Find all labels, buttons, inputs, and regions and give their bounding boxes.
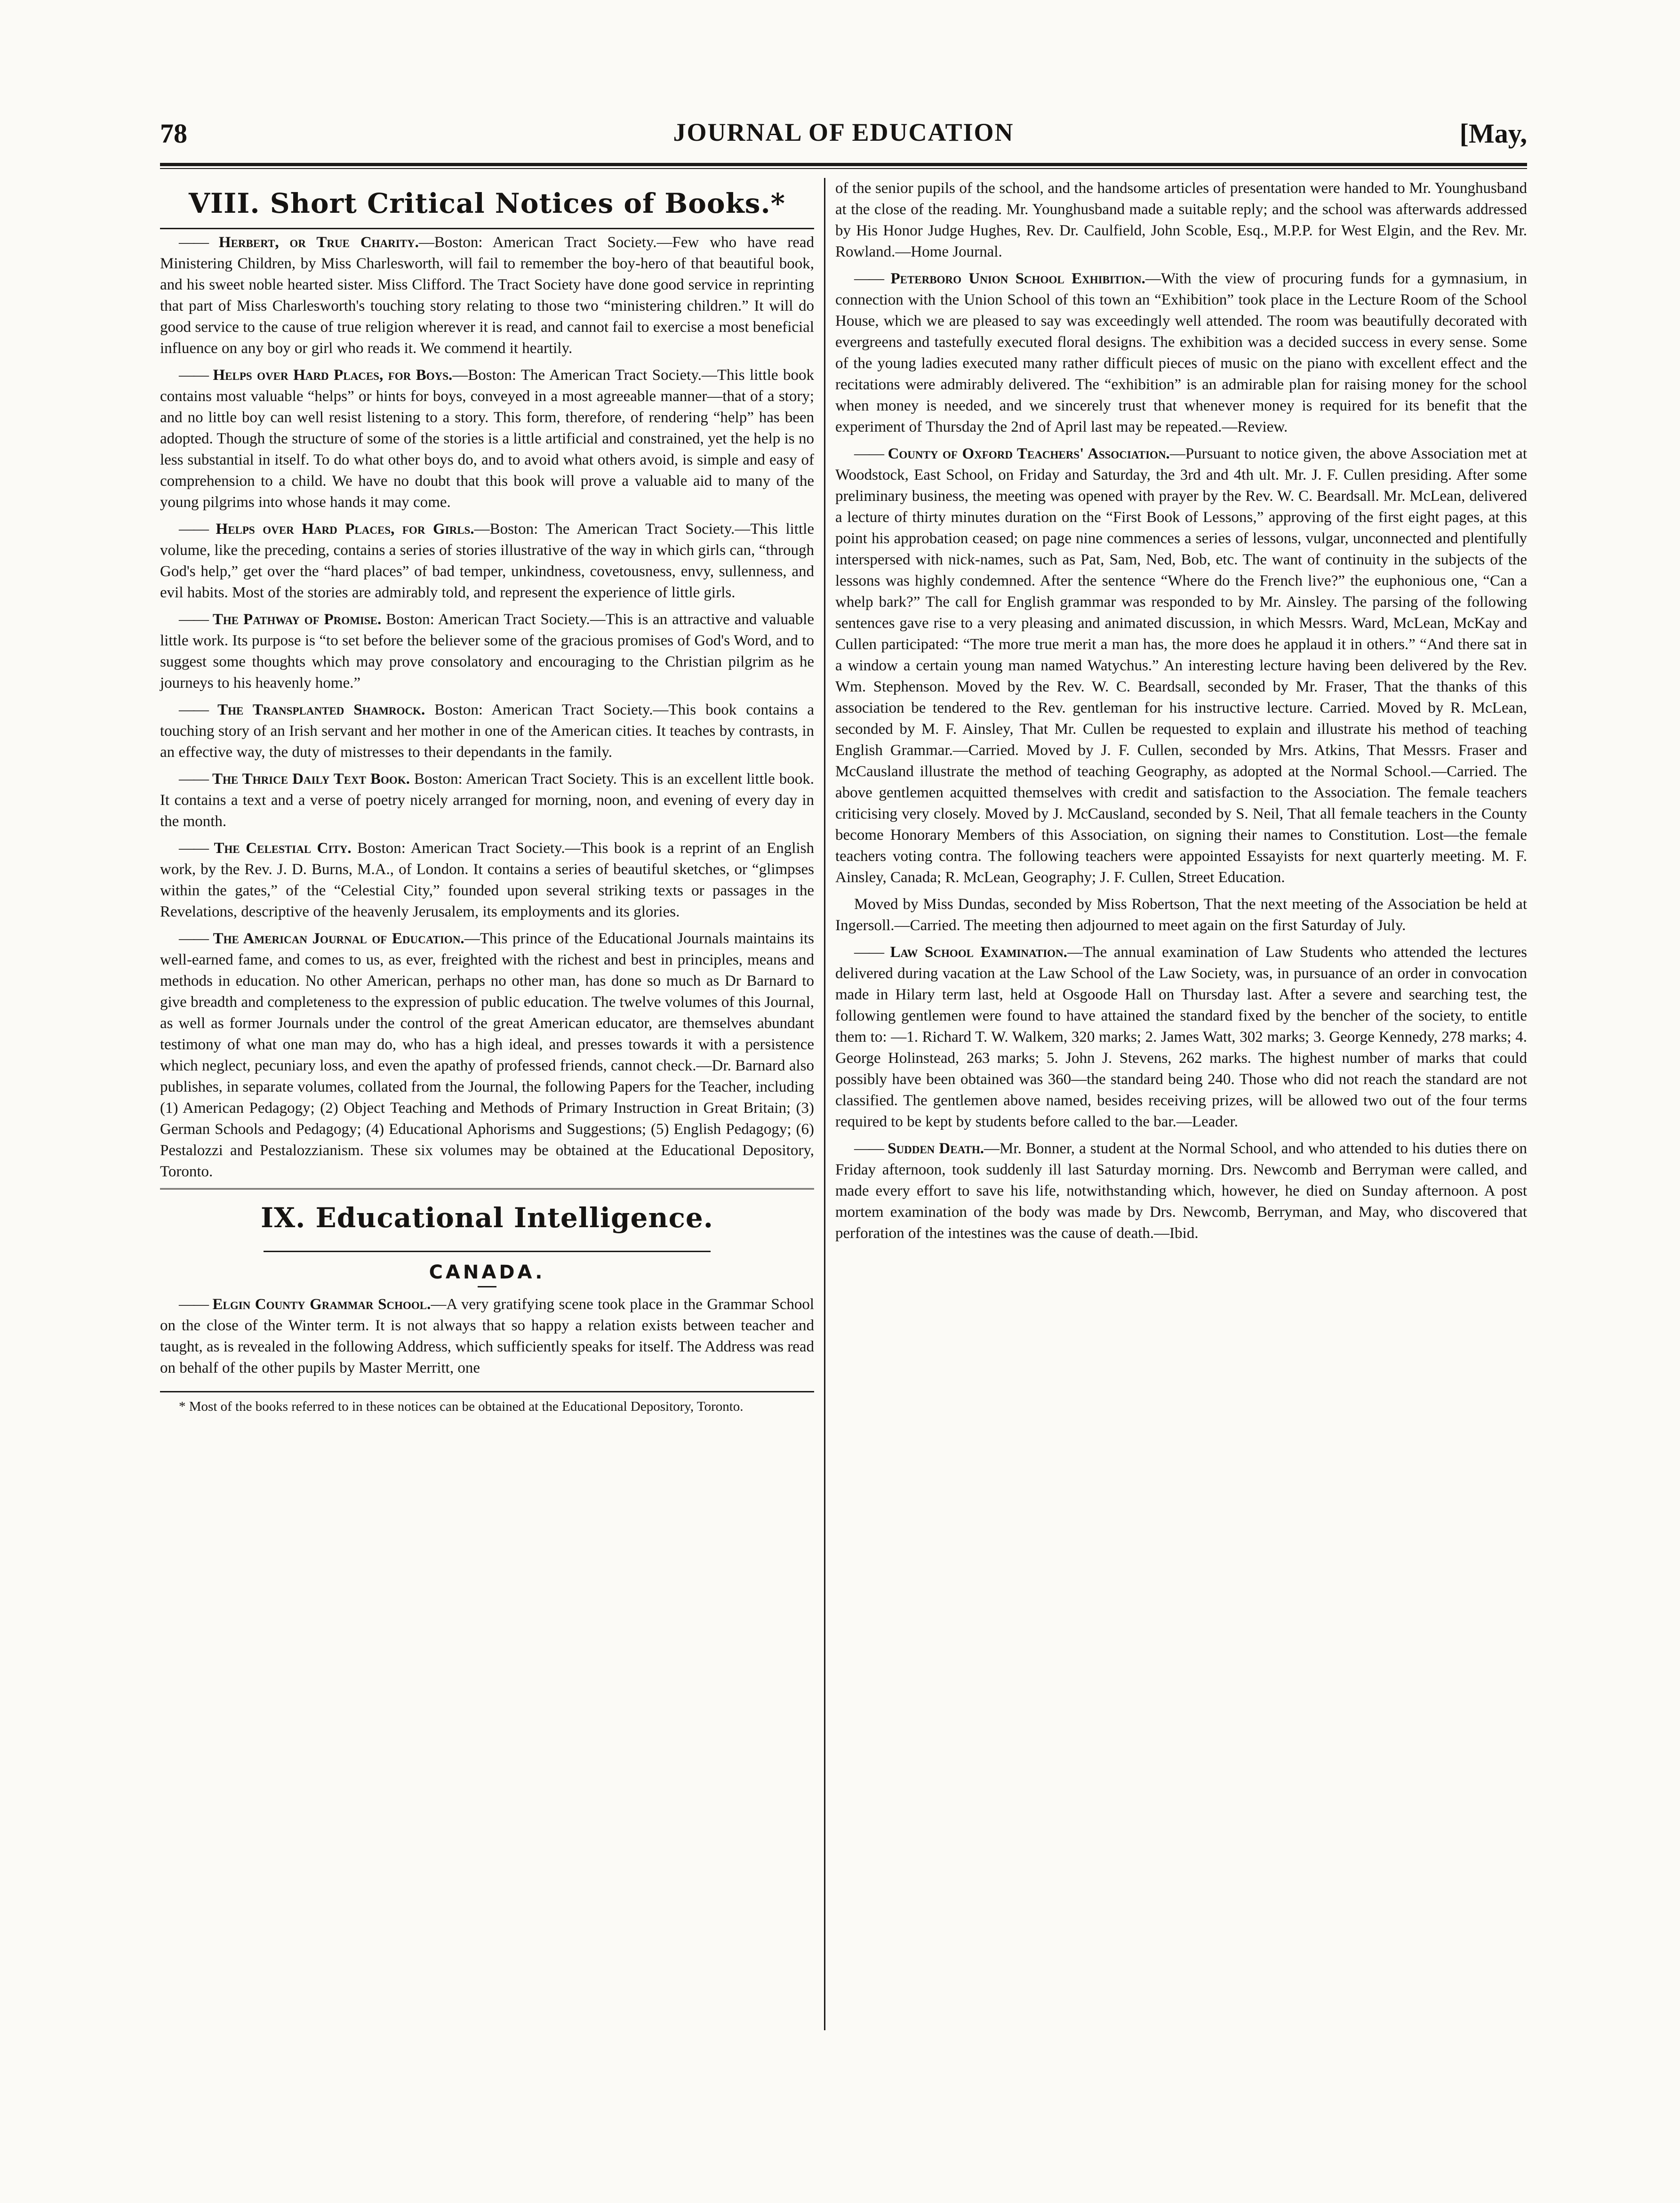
- notice-item: —— Helps over Hard Places, for Girls.—Boston: The American Tract Society.—This little volume, like the preceding, contains a series of stories illustrative of the way in which girls can, “through God's help,” get over the “hard places” of bad temper, unkindness, covetousness, envy, sullenness, and evil habits. Most of the stories are admirably told, and represent the experience of little girls.: [160, 521, 814, 601]
- left-column: [160, 178, 814, 1416]
- subhead-rule: [478, 1286, 496, 1287]
- intelligence-item: —— Elgin County Grammar School.—A very gratifying scene took place in the Grammar School on the close of the Winter term. It is not always that so happy a relation exists between teacher and taught, as is revealed in the following Address, which sufficiently speaks for itself. The Address was read on behalf of the other pupils by Master Merritt, one: [160, 1296, 815, 1376]
- section-viii-heading: VIII. Short Critical Notices of Books.*: [189, 187, 785, 219]
- intelligence-item: —— Law School Examination.—The annual examination of Law Students who attended the lectures delivered during vacation at the Law School of the Law Society, was, in pursuance of an order in convocation made in Hilary term last, held at Osgoode Hall on Thursday last. After a severe and searching test, the following gentlemen were found to have attained the standard fixed by the bencher of the society, to entitle them to: —1. Richard T. W. Walkem, 320 marks; 2. James Watt, 302 marks; 3. George Kennedy, 278 marks; 4. George Holinstead, 263 marks; 5. John J. Stevens, 262 marks. The highest number of marks that could possibly have been obtained was 360—the standard being 240. Those who did not reach the standard are not classified. The gentlemen above named, besides receiving prizes, will be allowed two out of the four terms required to be kept by students before called to the bar.—Leader.: [835, 944, 1527, 1130]
- footnote: * Most of the books referred to in these notices can be obtained at the Educational Depository, Toronto.: [179, 1399, 744, 1414]
- intelligence-body: —Pursuant to notice given, the above Association met at Woodstock, East School, on Friday and Saturday, the 3rd and 4th ult. Mr. J. F. Cullen presiding. After some preliminary business, the meeting was opened with prayer by the Rev. W. C. Beardsall. Mr. McLean, delivered a lecture of thirty minutes duration on the “First Book of Lessons,” approving of the first eight pages, at this point his approbation ceased; on page nine commences a series of lessons, vulgar, unconnected and plentifully interspersed with nick-names, such as Pat, Sam, Ned, Bob, etc. The want of continuity in the subjects of the lessons was highly condemned. After the sentence “Where do the French live?” the euphonious one, “Can a whelp bark?” The call for English grammar was responded to by Mr. Ainsley. The parsing of the following sentences gave rise to a very pleasing and animated discussion, in which Messrs. Ward, McLean, McKay and Cullen participated: “The more true merit a man has, the more does he applaud it in others.” “And there sat in a window a certain young man named Watychus.” An interesting lecture having been delivered by the Rev. Wm. Stephenson. Moved by the Rev. W. C. Beardsall, seconded by Mr. Fraser, That the thanks of this association be tendered to the Rev. gentleman for his instructive lecture. Carried. Moved by R. McLean, seconded by M. F. Ainsley, That Mr. Cullen be requested to explain and illustrate his method of teaching English Grammar.—Carried. Moved by J. F. Cullen, seconded by Mrs. Atkins, That Messrs. Fraser and McCausland illustrate the method of teaching Geography, as adopted at the Normal School.—Carried. The above gentlemen acquitted themselves with credit and satisfaction to the Association. The female teachers criticising very closely. Moved by J. McCausland, seconded by S. Neil, That all female teachers in the County become Honorary Members of this Association, on signing their names to Constitution. Lost—the female teachers voting contra. The following teachers were appointed Essayists for next quarterly meeting. M. F. Ainsley, Canada; R. McLean, Geography; J. F. Cullen, Street Education.: [835, 445, 1527, 886]
- notice-title: The American Journal of Education.: [213, 930, 464, 947]
- notice-item: —— The Pathway of Promise. Boston: American Tract Society.—This is an attractive and valuable little work. Its purpose is “to set before the believer some of the gracious promises of God's Word, and to suggest some thoughts which may prove consolatory and encouraging to the Christian pilgrim as he journeys to his heavenly home.”: [160, 611, 815, 691]
- notice-item: —— The American Journal of Education.—This prince of the Educational Journals maintains its well-earned fame, and comes to us, as ever, freighted with the richest and best in principles, means and methods in education. No other American, perhaps no other man, has done so much as Dr Barnard to give breadth and completeness to the expression of public education. The twelve volumes of this Journal, as well as former Journals under the control of the great American educator, are themselves abundant testimony of what one man may do, who has a high ideal, and presses towards it with a persistence which neglect, pecuniary loss, and even the apathy of professed friends, cannot check.—Dr. Barnard also publishes, in separate volumes, collated from the Journal, the following Papers for the Teacher, including (1) American Pedagogy; (2) Object Teaching and Methods of Primary Instruction in Great Britain; (3) German Schools and Pedagogy; (4) Educational Aphorisms and Suggestions; (5) English Pedagogy; (6) Pestalozzi and Pestalozzianism. These six volumes may be obtained at the Educational Depository, Toronto.: [160, 930, 815, 1180]
- notice-item: —— The Thrice Daily Text Book. Boston: American Tract Society. This is an excellent little book. It contains a text and a verse of poetry nicely arranged for morning, noon, and evening of every day in the month.: [160, 771, 814, 830]
- section-ix-ornament-rule: [264, 1242, 711, 1252]
- notice-title: The Celestial City.: [214, 840, 352, 857]
- notices-list: [160, 232, 814, 1182]
- intelligence-body: —A very gratifying scene took place in the Grammar School on the close of the Winter term. It is not always that so happy a relation exists between teacher and taught, as is revealed in the following Address, which sufficiently speaks for itself. The Address was read on behalf of the other pupils by Master Merritt, one: [160, 1296, 815, 1376]
- notice-body: Boston: American Tract Society.—This book is a reprint of an English work, by the Rev. J. D. Burns, M.A., of London. It contains a series of beautiful sketches, or “glimpses within the gates,” of the “Celestial City,” founded upon several striking texts or passages in the Revelations, descriptive of the heavenly Jerusalem, its employments and its glories.: [160, 840, 814, 920]
- notice-title: Herbert, or True Charity.: [218, 234, 419, 251]
- intelligence-body: Moved by Miss Dundas, seconded by Miss Robertson, That the next meeting of the Association be held at Ingersoll.—Carried. The meeting then adjourned to meet again on the first Saturday of July.: [835, 896, 1527, 934]
- notice-body: Boston: American Tract Society. This is an excellent little book. It contains a text and a verse of poetry nicely arranged for morning, noon, and evening of every day in the month.: [160, 771, 814, 830]
- intelligence-item: [835, 894, 1527, 936]
- intelligence-item: [835, 178, 1527, 263]
- right-column: [835, 178, 1527, 1250]
- notice-body: Boston: American Tract Society.—This is an attractive and valuable little work. Its purpose is “to set before the believer some of the gracious promises of God's Word, and to suggest some thoughts which may prove consolatory and encouraging to the Christian pilgrim as he journeys to his heavenly home.”: [160, 611, 815, 691]
- intelligence-title: Peterboro Union School Exhibition.: [890, 270, 1145, 287]
- section-viii-rule: [160, 228, 814, 229]
- notice-title: The Thrice Daily Text Book.: [212, 771, 410, 788]
- intelligence-title: Elgin County Grammar School.: [212, 1296, 431, 1313]
- notice-item: —— Helps over Hard Places, for Boys.—Boston: The American Tract Society.—This little book contains most valuable “helps” or hints for boys, conveyed in a most agreeable manner—that of a story; and no little boy can well resist listening to a story. This form, therefore, of rendering “help” has been adopted. Though the structure of some of the stories is a little artificial and constrained, yet the help is no less substantial in itself. To do what other boys do, and to avoid what others avoid, is simple and easy of comprehension to a child. We have no doubt that this book will prove a valuable aid to many of the young pilgrims into whose hands it may come.: [160, 367, 815, 511]
- page-number: 78: [160, 118, 187, 149]
- intelligence-body: —The annual examination of Law Students who attended the lectures delivered during vacation at the Law School of the Law Society, was, in pursuance of an order in convocation made in Hilary term last, held at Osgoode Hall on Thursday last. After a severe and searching test, the following gentlemen were found to have attained the standard fixed by the bencher of the society, to entitle them to: —1. Richard T. W. Walkem, 320 marks; 2. James Watt, 302 marks; 3. George Kennedy, 278 marks; 4. George Holinstead, 263 marks; 5. John J. Stevens, 262 marks. The highest number of marks that could possibly have been obtained was 360—the standard being 240. Those who did not reach the standard are not classified. The gentlemen above named, besides receiving prizes, will be allowed two out of the four terms required to be kept by students before called to the bar.—Leader.: [835, 944, 1527, 1130]
- intelligence-body: of the senior pupils of the school, and the handsome articles of presentation were handed to Mr. Younghusband at the close of the reading. Mr. Younghusband made a suitable reply; and the school was afterwards addressed by His Honor Judge Hughes, Rev. Dr. Caulfield, John Scoble, Esq., M.P.P. for West Elgin, and the Rev. Mr. Rowland.—Home Journal.: [835, 180, 1527, 260]
- notice-title: The Pathway of Promise.: [212, 611, 382, 628]
- notice-body: Boston: American Tract Society.—This book contains a touching story of an Irish servant and her mother in one of the American cities. It teaches by contrasts, in an effective way, the duty of mistresses to their dependants in the family.: [160, 701, 815, 761]
- intelligence-title: County of Oxford Teachers' Association.: [888, 445, 1170, 462]
- footnote-rule: [160, 1391, 814, 1392]
- running-title: JOURNAL OF EDUCATION: [673, 118, 1014, 146]
- header-rule: [160, 163, 1527, 169]
- intelligence-title: Sudden Death.: [888, 1140, 984, 1157]
- intelligence-item: —— County of Oxford Teachers' Association.—Pursuant to notice given, the above Association met at Woodstock, East School, on Friday and Saturday, the 3rd and 4th ult. Mr. J. F. Cullen presiding. After some preliminary business, the meeting was opened with prayer by the Rev. W. C. Beardsall. Mr. McLean, delivered a lecture of thirty minutes duration on the “First Book of Lessons,” approving of the first eight pages, at this point his approbation ceased; on page nine commences a series of lessons, vulgar, unconnected and plentifully interspersed with nick-names, such as Pat, Sam, Ned, Bob, etc. The want of continuity in the subjects of the lessons was highly condemned. After the sentence “Where do the French live?” the euphonious one, “Can a whelp bark?” The call for English grammar was responded to by Mr. Ainsley. The parsing of the following sentences gave rise to a very pleasing and animated discussion, in which Messrs. Ward, McLean, McKay and Cullen participated: “The more true merit a man has, the more does he applaud it in others.” “And there sat in a window a certain young man named Watychus.” An interesting lecture having been delivered by the Rev. Wm. Stephenson. Moved by the Rev. W. C. Beardsall, seconded by Mr. Fraser, That the thanks of this association be tendered to the Rev. gentleman for his instructive lecture. Carried. Moved by R. McLean, seconded by M. F. Ainsley, That Mr. Cullen be requested to explain and illustrate his method of teaching English Grammar.—Carried. Moved by J. F. Cullen, seconded by Mrs. Atkins, That Messrs. Fraser and McCausland illustrate the method of teaching Geography, as adopted at the Normal School.—Carried. The above gentlemen acquitted themselves with credit and satisfaction to the Association. The female teachers criticising very closely. Moved by J. McCausland, seconded by S. Neil, That all female teachers in the County become Honorary Members of this Association, on signing their names to Constitution. Lost—the female teachers voting contra. The following teachers were appointed Essayists for next quarterly meeting. M. F. Ainsley, Canada; R. McLean, Geography; J. F. Cullen, Street Education.: [835, 445, 1527, 886]
- notice-body: —This prince of the Educational Journals maintains its well-earned fame, and comes to us, as ever, freighted with the richest and best in principles, means and methods in education. No other American, perhaps no other man, has done so much as Dr Barnard to give breadth and completeness to the expression of public education. The twelve volumes of this Journal, as well as former Journals under the control of the great American educator, are themselves abundant testimony of what one man may do, who has a high ideal, and presses towards it with a persistence which neglect, pecuniary loss, and even the apathy of professed friends, cannot check.—Dr. Barnard also publishes, in separate volumes, collated from the Journal, the following Papers for the Teacher, including (1) American Pedagogy; (2) Object Teaching and Methods of Primary Instruction in Great Britain; (3) German Schools and Pedagogy; (4) Educational Aphorisms and Suggestions; (5) English Pedagogy; (6) Pestalozzi and Pestalozzianism. These six volumes may be obtained at the Educational Depository, Toronto.: [160, 930, 815, 1180]
- canada-subheading: CANADA.: [429, 1262, 545, 1283]
- intelligence-item: —— Sudden Death.—Mr. Bonner, a student at the Normal School, and who attended to his duties there on Friday afternoon, took suddenly ill last Saturday morning. Drs. Newcomb and Berryman were called, and made every effort to save his life, notwithstanding which, however, he died on Sunday afternoon. A post mortem examination of the body was made by Drs. Newcomb, Berryman, and May, who discovered that perforation of the intestines was the cause of death.—Ibid.: [835, 1140, 1528, 1242]
- notice-title: Helps over Hard Places, for Boys.: [213, 367, 453, 384]
- notice-item: —— Herbert, or True Charity.—Boston: American Tract Society.—Few who have read Ministering Children, by Miss Charlesworth, will fail to remember the boy-hero of that beautiful book, and his sweet noble hearted sister. Miss Clifford. The Tract Society have done good service in reprinting that part of Miss Charlesworth's touching story relating to those two “ministering children.” It will do good service to the cause of true religion wherever it is read, and cannot fail to exercise a most beneficial influence on any boy or girl who reads it. We commend it heartily.: [160, 234, 815, 357]
- notice-title: Helps over Hard Places, for Girls.: [216, 521, 474, 538]
- notice-body: —Boston: American Tract Society.—Few who have read Ministering Children, by Miss Charlesworth, will fail to remember the boy-hero of that beautiful book, and his sweet noble hearted sister. Miss Clifford. The Tract Society have done good service in reprinting that part of Miss Charlesworth's touching story relating to those two “ministering children.” It will do good service to the cause of true religion wherever it is read, and cannot fail to exercise a most beneficial influence on any boy or girl who reads it. We commend it heartily.: [160, 234, 815, 357]
- page-header: [160, 118, 1527, 151]
- notice-title: The Transplanted Shamrock.: [217, 701, 425, 718]
- intelligence-body: —With the view of procuring funds for a gymnasium, in connection with the Union School of this town an “Exhibition” took place in the Lecture Room of the School House, which we are pleased to say was exceedingly well attended. The room was beautifully decorated with evergreens and tastefully executed floral designs. The exhibition was a decided success in every sense. Some of the young ladies executed many rather difficult pieces of music on the piano with excellent effect and the recitations were admirably delivered. The “exhibition” is an admirable plan for raising money for the school when money is needed, and we sincerely trust that whenever money is required for its benefit that the experiment of Thursday the 2nd of April last may be repeated.—Review.: [835, 270, 1528, 435]
- notice-body: —Boston: The American Tract Society.—This little book contains most valuable “helps” or hints for boys, conveyed in a most agreeable manner—that of a story; and no little boy can well resist listening to a story. This form, therefore, of rendering “help” has been adopted. Though the structure of some of the stories is a little artificial and constrained, yet the help is no less substantial in itself. To do what other boys do, and to avoid what others avoid, is simple and easy of comprehension to a child. We have no doubt that this book will prove a valuable aid to many of the young pilgrims into whose hands it may come.: [160, 367, 815, 511]
- intelligence-item: —— Peterboro Union School Exhibition.—With the view of procuring funds for a gymnasium, in connection with the Union School of this town an “Exhibition” took place in the Lecture Room of the School House, which we are pleased to say was exceedingly well attended. The room was beautifully decorated with evergreens and tastefully executed floral designs. The exhibition was a decided success in every sense. Some of the young ladies executed many rather difficult pieces of music on the piano with excellent effect and the recitations were admirably delivered. The “exhibition” is an admirable plan for raising money for the school when money is needed, and we sincerely trust that whenever money is required for its benefit that the experiment of Thursday the 2nd of April last may be repeated.—Review.: [835, 270, 1528, 435]
- column-divider: [824, 178, 825, 2030]
- intelligence-title: Law School Examination.: [890, 944, 1067, 961]
- intelligence-body: —Mr. Bonner, a student at the Normal School, and who attended to his duties there on Friday afternoon, took suddenly ill last Saturday morning. Drs. Newcomb and Berryman were called, and made every effort to save his life, notwithstanding which, however, he died on Sunday afternoon. A post mortem examination of the body was made by Drs. Newcomb, Berryman, and May, who discovered that perforation of the intestines was the cause of death.—Ibid.: [835, 1140, 1528, 1242]
- section-ix-heading: IX. Educational Intelligence.: [261, 1202, 713, 1234]
- notice-item: —— The Transplanted Shamrock. Boston: American Tract Society.—This book contains a touching story of an Irish servant and her mother in one of the American cities. It teaches by contrasts, in an effective way, the duty of mistresses to their dependants in the family.: [160, 701, 815, 761]
- section-ix-top-rule: [160, 1188, 814, 1192]
- notice-item: —— The Celestial City. Boston: American Tract Society.—This book is a reprint of an English work, by the Rev. J. D. Burns, M.A., of London. It contains a series of beautiful sketches, or “glimpses within the gates,” of the “Celestial City,” founded upon several striking texts or passages in the Revelations, descriptive of the heavenly Jerusalem, its employments and its glories.: [160, 840, 814, 920]
- notice-body: —Boston: The American Tract Society.—This little volume, like the preceding, contains a series of stories illustrative of the way in which girls can, “through God's help,” get over the “hard places” of bad temper, unkindness, covetousness, envy, sullenness, and evil habits. Most of the stories are admirably told, and represent the experience of little girls.: [160, 521, 814, 601]
- running-month: [May,: [1459, 118, 1527, 149]
